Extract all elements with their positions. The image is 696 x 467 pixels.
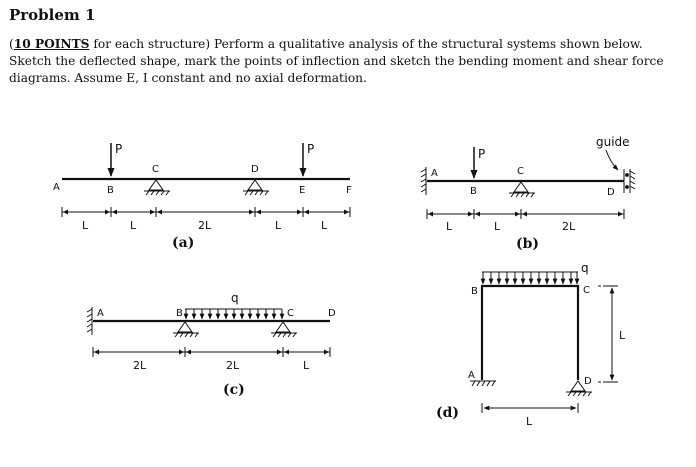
pin-support-b-c [509,182,535,197]
dim-label-b-1: L [446,220,453,233]
points-label: 10 POINTS [13,37,90,51]
dim-label-c-3: L [303,359,310,372]
node-label-a-a: A [53,182,60,193]
pin-support-a-c [144,180,170,195]
node-label-b-a: A [431,168,438,179]
problem-title: Problem 1 [9,6,96,24]
dim-label-a-4: L [275,219,282,232]
caption-b: (b) [516,236,540,252]
node-label-a-d: D [251,164,259,175]
figure-d [470,272,618,413]
load-label-c: q [231,291,239,305]
node-label-d-b: B [471,286,478,297]
load-label-a-b: P [115,142,123,156]
load-label-b: P [478,147,486,161]
caption-a: (a) [172,235,195,251]
distributed-load-arrows-d [483,272,577,284]
dim-label-d-vertical: L [619,329,626,342]
node-label-a-b: B [107,185,114,196]
dim-label-a-3: 2L [198,219,212,232]
node-label-d-c: C [583,285,590,296]
guide-support-b-d [624,169,635,193]
node-label-c-b: B [176,308,183,319]
node-label-b-b: B [470,186,477,197]
load-label-a-e: P [307,142,315,156]
dim-label-c-2: 2L [226,359,240,372]
fixed-support-b-a [421,167,426,195]
frame-d [482,286,578,380]
dim-label-d-horizontal: L [526,415,533,428]
dim-label-c-1: 2L [133,359,147,372]
pin-support-a-d [243,180,269,195]
node-label-a-c: C [152,164,159,175]
node-label-a-f: F [346,185,352,196]
pin-support-c-b [173,322,199,337]
guide-pointer-arrow [606,150,618,170]
node-label-b-c: C [517,166,524,177]
dim-label-b-2: L [494,220,501,233]
guide-label: guide [596,135,630,149]
distributed-load-arrows-c [186,309,282,319]
dim-label-b-3: 2L [562,220,576,233]
figure-b [421,147,635,219]
caption-c: (c) [223,382,245,398]
node-label-d-a: A [468,370,475,381]
problem-instructions: (10 POINTS for each structure) Perform a qualitative analysis of the structural systems shown below. Sketch the deflected shape, mark the points of inflection and sketch the bending moment and shear force diagrams. Assume E, I constant and no axial deformation. [9,37,664,85]
dim-label-a-5: L [321,219,328,232]
node-label-a-e: E [299,185,306,196]
pin-support-c-c [271,322,297,337]
dim-label-a-1: L [82,219,89,232]
node-label-c-d: D [328,308,336,319]
load-label-d: q [581,261,589,275]
dim-label-a-2: L [130,219,137,232]
node-label-d-d: D [584,376,592,387]
fixed-support-c-a [87,307,92,335]
fixed-support-d-a [470,381,496,386]
figure-a-labels [53,142,352,251]
instructions-text: for each structure) Perform a qualitative analysis of the structural systems shown below. Sketch the deflected shape, mark the points of inflection and sketch the bending moment and shear force diagrams. Assume E, I constant and no axial deformation. [9,37,664,85]
figure-c-labels [97,291,336,398]
node-label-c-c: C [287,308,294,319]
node-label-c-a: A [97,308,104,319]
caption-d: (d) [436,405,460,421]
node-label-b-d: D [607,187,615,198]
